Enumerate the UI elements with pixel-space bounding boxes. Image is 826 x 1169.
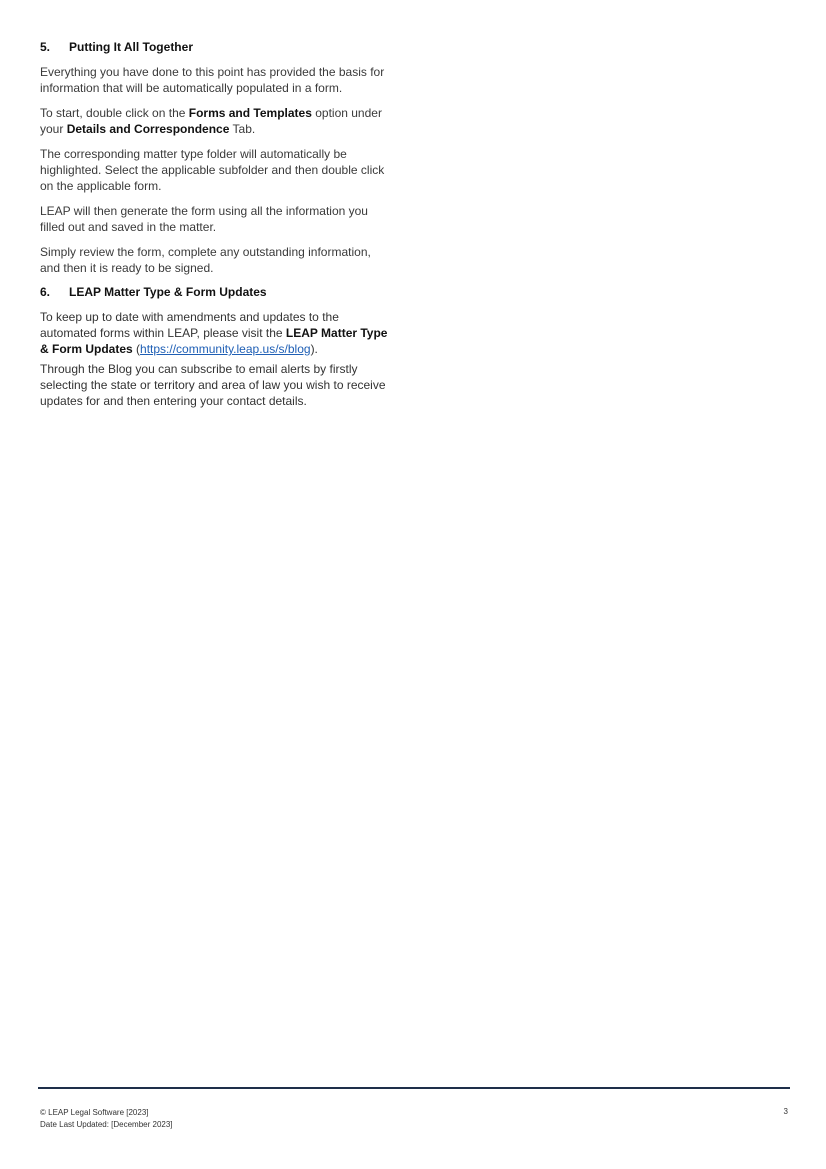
copyright-text: © LEAP Legal Software [2023] <box>40 1108 149 1117</box>
paragraph: LEAP will then generate the form using all the information you filled out and saved in the matter. <box>40 204 368 234</box>
bold-text: Details and Correspondence <box>66 122 230 136</box>
blog-link[interactable]: https://community.leap.us/s/blog <box>140 342 311 356</box>
section-title: Putting It All Together <box>69 40 193 54</box>
paragraph <box>40 105 390 137</box>
section-number: 6. <box>40 285 51 299</box>
text-run: To start, double click on the <box>40 106 189 120</box>
section-heading-5 <box>40 40 390 54</box>
text-run: option under your <box>40 106 382 136</box>
footer-info <box>40 1107 173 1131</box>
text-run: Tab. <box>229 122 256 136</box>
text-run: ( <box>132 342 141 356</box>
bold-text: Forms and Templates <box>188 106 312 120</box>
paragraph: The corresponding matter type folder will automatically be highlighted. Select the applicable subfolder and then double click on the applicable form. <box>40 147 385 193</box>
section-heading-6 <box>40 285 390 299</box>
footer-divider <box>38 1087 790 1089</box>
paragraph: Through the Blog you can subscribe to email alerts by firstly selecting the state or territory and area of law you wish to receive updates for and then entering your contact details. <box>40 362 386 408</box>
paragraph: Simply review the form, complete any outstanding information, and then it is ready to be signed. <box>40 245 371 275</box>
last-updated-text: Date Last Updated: [December 2023] <box>40 1120 173 1129</box>
bold-text: LEAP Matter Type & Form Updates <box>40 326 388 356</box>
section-title: LEAP Matter Type & Form Updates <box>69 285 267 299</box>
paragraph <box>40 309 390 357</box>
section-number: 5. <box>40 40 51 54</box>
text-run: To keep up to date with amendments and updates to the automated forms within LEAP, please visit the <box>40 310 339 340</box>
paragraph: Everything you have done to this point has provided the basis for information that will be automatically populated in a form. <box>40 65 385 95</box>
text-run: ). <box>310 342 318 356</box>
document-body <box>40 36 390 418</box>
page-number: 3 <box>783 1107 788 1116</box>
